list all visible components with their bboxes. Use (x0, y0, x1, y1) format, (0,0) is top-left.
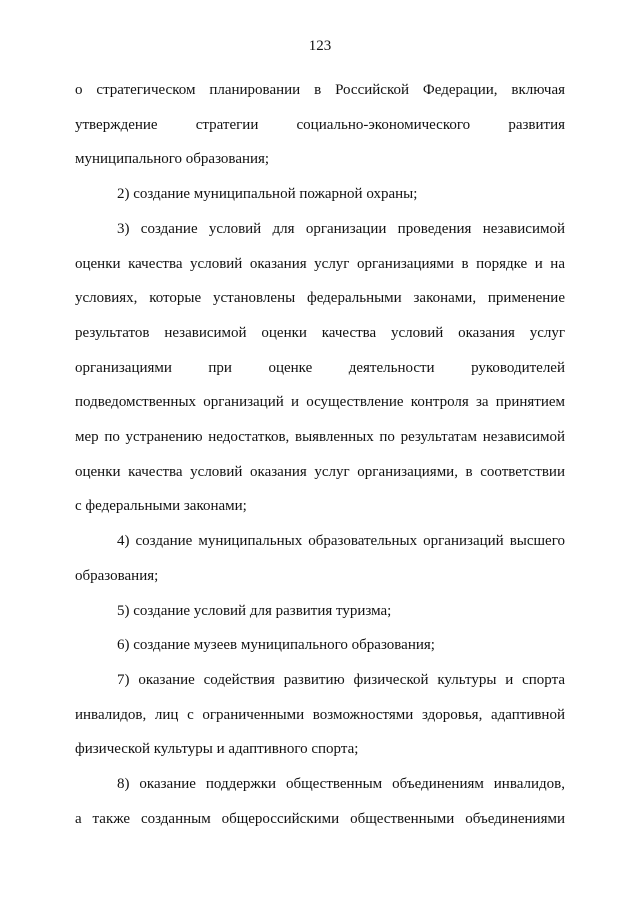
text-line: 8) оказание поддержки общественным объединениям инвалидов, (117, 776, 565, 793)
text-line: условиях, которые установлены федеральными законами, применение (75, 290, 565, 307)
paragraph (75, 594, 565, 629)
text-line: оценки качества условий оказания услуг организациями, в соответствии (75, 463, 565, 480)
text-line: 3) создание условий для организации проведения независимой (117, 220, 565, 237)
text-line: 7) оказание содействия развитию физической культуры и спорта (117, 671, 565, 688)
paragraph (75, 212, 565, 524)
text-line: подведомственных организаций и осуществление контроля за принятием (75, 394, 565, 411)
paragraph (75, 767, 565, 836)
page-number: 123 (308, 38, 332, 54)
text-line: организациями при оценке деятельности руководителей (75, 359, 565, 376)
document-body (75, 73, 565, 836)
text-line: утверждение стратегии социально-экономического развития (75, 116, 565, 133)
text-line: а также созданным общероссийскими общественными объединениями (75, 810, 565, 827)
text-line: 5) создание условий для развития туризма; (117, 602, 392, 619)
text-line: результатов независимой оценки качества условий оказания услуг (75, 324, 565, 341)
text-line: инвалидов, лиц с ограниченными возможностями здоровья, адаптивной (75, 706, 565, 723)
paragraph (75, 524, 565, 593)
paragraph (75, 73, 565, 177)
text-line: 6) создание музеев муниципального образования; (117, 637, 435, 654)
text-line: физической культуры и адаптивного спорта; (75, 741, 359, 758)
text-line: образования; (75, 567, 159, 584)
paragraph (75, 628, 565, 663)
text-line: 4) создание муниципальных образовательных организаций высшего (117, 533, 565, 550)
text-line: с федеральными законами; (75, 498, 247, 515)
text-line: мер по устранению недостатков, выявленных по результатам независимой (75, 429, 565, 446)
text-line: 2) создание муниципальной пожарной охраны; (117, 186, 418, 203)
text-line: муниципального образования; (75, 151, 270, 168)
text-line: о стратегическом планировании в Российской Федерации, включая (75, 82, 565, 98)
text-line: оценки качества условий оказания услуг организациями в порядке и на (75, 255, 565, 272)
paragraph (75, 177, 565, 212)
paragraph (75, 663, 565, 767)
